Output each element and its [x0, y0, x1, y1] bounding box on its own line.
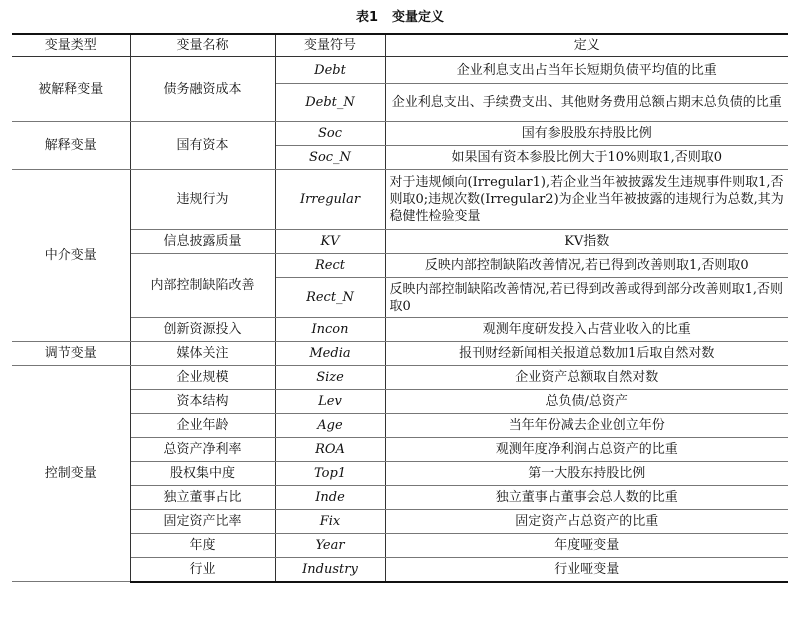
name-cell: 企业规模: [130, 366, 275, 390]
name-cell: 媒体关注: [130, 342, 275, 366]
symbol-cell: Debt: [275, 57, 385, 84]
header-cell: 变量符号: [275, 34, 385, 57]
definition-cell: 总负债/总资产: [385, 390, 788, 414]
name-cell: 内部控制缺陷改善: [130, 254, 275, 318]
symbol-cell: Rect: [275, 254, 385, 278]
definition-cell: 反映内部控制缺陷改善情况,若已得到改善则取1,否则取0: [385, 254, 788, 278]
table-row: [12, 122, 788, 146]
definition-cell: 当年年份减去企业创立年份: [385, 414, 788, 438]
table-row: [12, 366, 788, 390]
definition-cell: 第一大股东持股比例: [385, 462, 788, 486]
definition-cell: 行业哑变量: [385, 558, 788, 582]
name-cell: 信息披露质量: [130, 230, 275, 254]
definition-cell: 对于违规倾向(Irregular1),若企业当年被披露发生违规事件则取1,否则取0;违规次数(Irregular2)为企业当年被披露的违规行为总数,其为稳健性检验变量: [385, 170, 788, 230]
definition-cell: 反映内部控制缺陷改善情况,若已得到改善或得到部分改善则取1,否则取0: [385, 278, 788, 318]
symbol-cell: KV: [275, 230, 385, 254]
symbol-cell: Soc: [275, 122, 385, 146]
definition-cell: 国有参股股东持股比例: [385, 122, 788, 146]
variable-definition-table: [12, 33, 788, 583]
definition-cell: 报刊财经新闻相关报道总数加1后取自然对数: [385, 342, 788, 366]
definition-cell: 企业资产总额取自然对数: [385, 366, 788, 390]
table-row: [12, 170, 788, 230]
symbol-cell: Debt_N: [275, 84, 385, 122]
group-cell: 控制变量: [12, 366, 130, 582]
name-cell: 国有资本: [130, 122, 275, 170]
table-row: [12, 342, 788, 366]
definition-cell: 企业利息支出、手续费支出、其他财务费用总额占期末总负债的比重: [385, 84, 788, 122]
name-cell: 违规行为: [130, 170, 275, 230]
name-cell: 固定资产比率: [130, 510, 275, 534]
table-row: [12, 57, 788, 84]
name-cell: 总资产净利率: [130, 438, 275, 462]
symbol-cell: Media: [275, 342, 385, 366]
name-cell: 企业年龄: [130, 414, 275, 438]
symbol-cell: ROA: [275, 438, 385, 462]
table-title: [0, 6, 800, 25]
symbol-cell: Size: [275, 366, 385, 390]
group-cell: 被解释变量: [12, 57, 130, 122]
definition-cell: 独立董事占董事会总人数的比重: [385, 486, 788, 510]
symbol-cell: Year: [275, 534, 385, 558]
symbol-cell: Top1: [275, 462, 385, 486]
table-caption: 变量定义: [392, 10, 445, 25]
group-cell: 解释变量: [12, 122, 130, 170]
name-cell: 资本结构: [130, 390, 275, 414]
header-cell: 变量名称: [130, 34, 275, 57]
definition-cell: 企业利息支出占当年长短期负债平均值的比重: [385, 57, 788, 84]
symbol-cell: Fix: [275, 510, 385, 534]
symbol-cell: Age: [275, 414, 385, 438]
definition-cell: 如果国有资本参股比例大于10%则取1,否则取0: [385, 146, 788, 170]
name-cell: 债务融资成本: [130, 57, 275, 122]
name-cell: 股权集中度: [130, 462, 275, 486]
group-cell: 中介变量: [12, 170, 130, 342]
definition-cell: KV指数: [385, 230, 788, 254]
group-cell: 调节变量: [12, 342, 130, 366]
symbol-cell: Industry: [275, 558, 385, 582]
symbol-cell: Irregular: [275, 170, 385, 230]
definition-cell: 年度哑变量: [385, 534, 788, 558]
symbol-cell: Incon: [275, 318, 385, 342]
header-cell: 变量类型: [12, 34, 130, 57]
header-row: [12, 34, 788, 57]
symbol-cell: Rect_N: [275, 278, 385, 318]
name-cell: 行业: [130, 558, 275, 582]
name-cell: 独立董事占比: [130, 486, 275, 510]
symbol-cell: Soc_N: [275, 146, 385, 170]
definition-cell: 观测年度研发投入占营业收入的比重: [385, 318, 788, 342]
name-cell: 年度: [130, 534, 275, 558]
definition-cell: 固定资产占总资产的比重: [385, 510, 788, 534]
table-number: 表1: [355, 10, 379, 25]
definition-cell: 观测年度净利润占总资产的比重: [385, 438, 788, 462]
symbol-cell: Lev: [275, 390, 385, 414]
header-cell: 定义: [385, 34, 788, 57]
name-cell: 创新资源投入: [130, 318, 275, 342]
symbol-cell: Inde: [275, 486, 385, 510]
